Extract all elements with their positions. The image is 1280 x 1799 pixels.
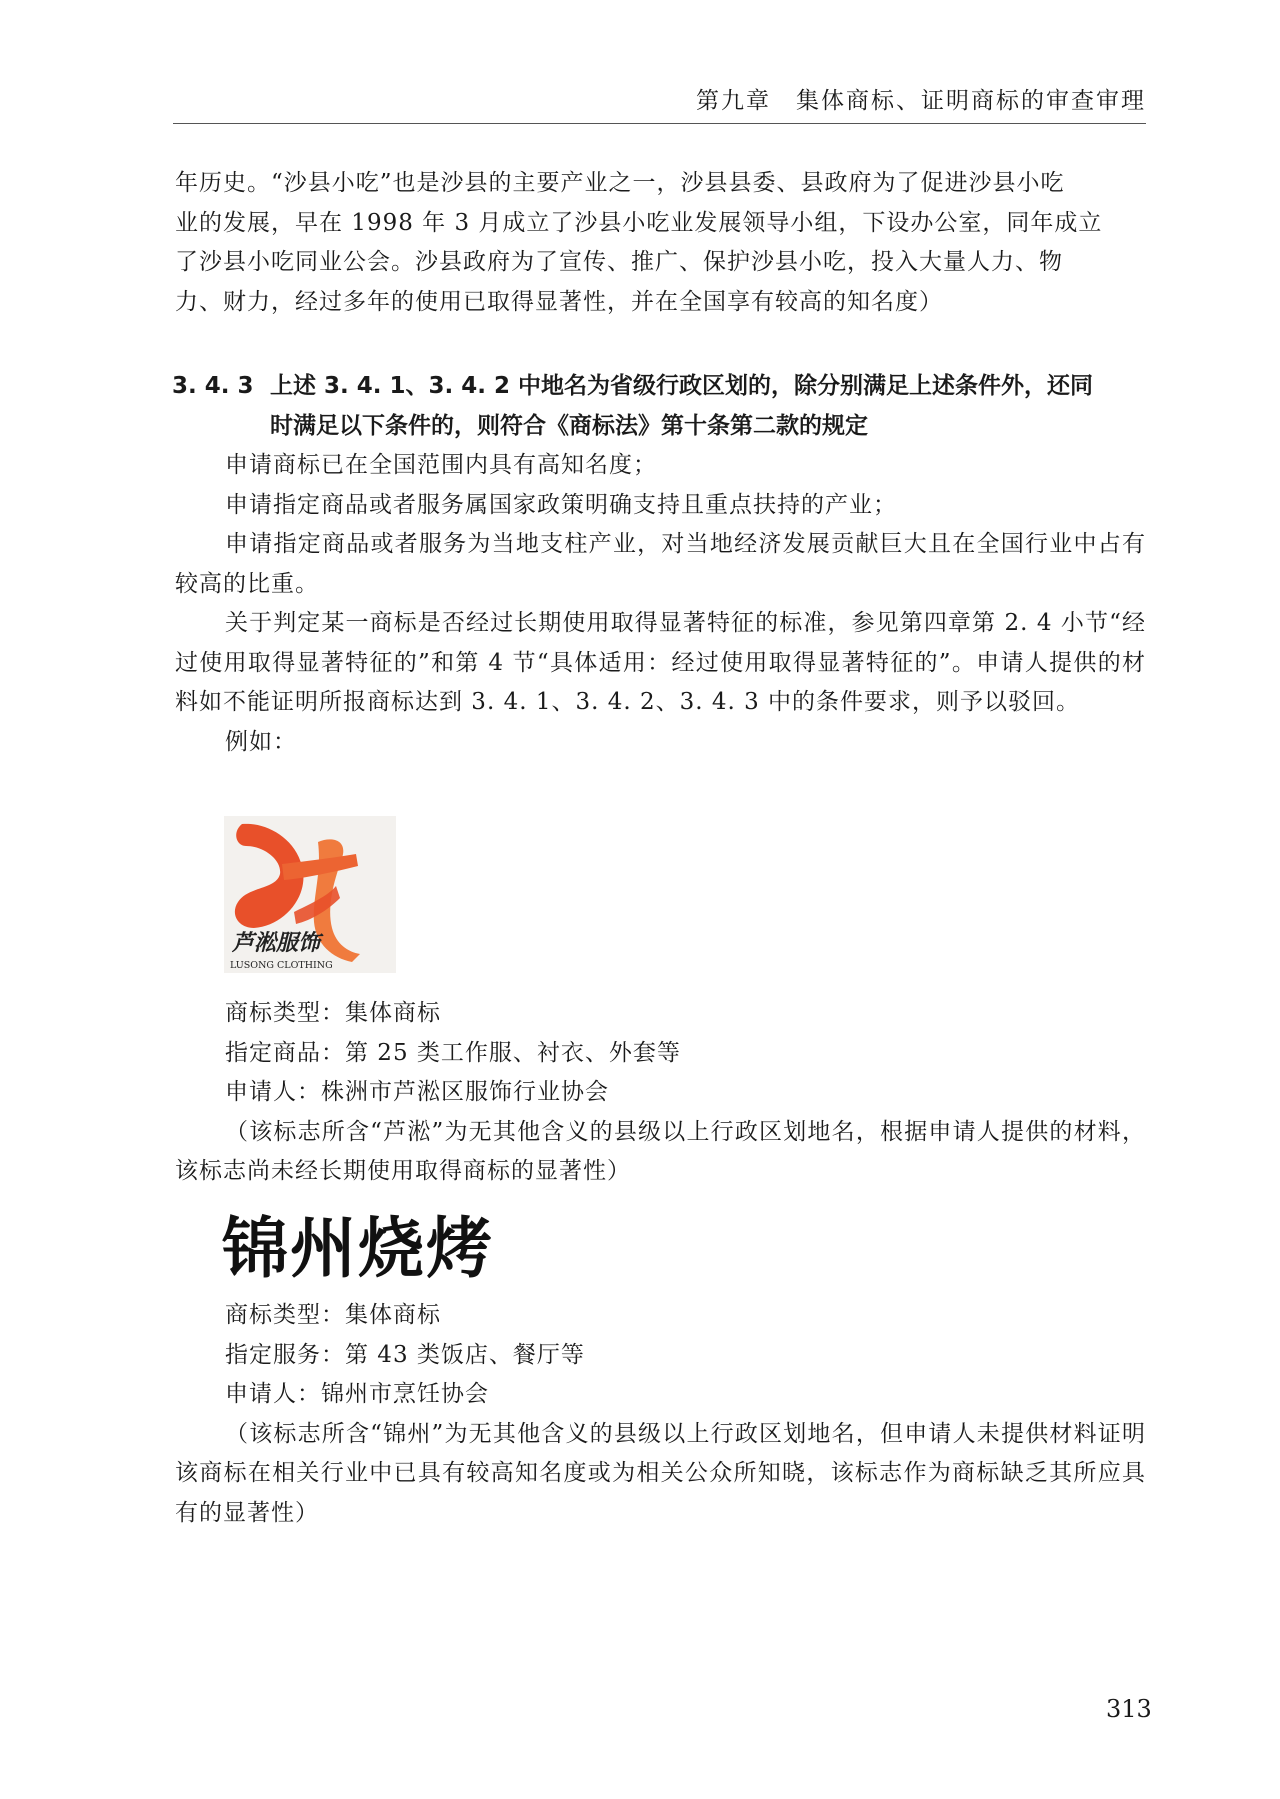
section-body xyxy=(175,446,1146,762)
running-header: 第九章 集体商标、证明商标的审查审理 xyxy=(173,82,1146,124)
page-number: 313 xyxy=(1106,1695,1152,1723)
intro-line: 了沙县小吃同业公会。沙县政府为了宣传、推广、保护沙县小吃，投入大量人力、物 xyxy=(175,249,1063,275)
designated-goods: 指定商品：第 25 类工作服、衬衣、外套等 xyxy=(225,1039,681,1066)
intro-line: 业的发展，早在 1998 年 3 月成立了沙县小吃业发展领导小组，下设办公室，同年成立 xyxy=(175,209,1103,236)
logo-caption: LUSONG CLOTHING xyxy=(230,960,333,971)
trademark-type: 商标类型：集体商标 xyxy=(225,1302,441,1328)
section-number: 3. 4. 3 xyxy=(172,373,254,399)
intro-line: 年历史。“沙县小吃”也是沙县的主要产业之一，沙县县委、县政府为了促进沙县小吃 xyxy=(175,170,1065,196)
applicant: 申请人：锦州市烹饪协会 xyxy=(225,1381,489,1407)
logo-script-text: 芦淞服饰 xyxy=(232,930,321,956)
condition-item: 申请指定商品或者服务属国家政策明确支持且重点扶持的产业； xyxy=(225,491,897,518)
designated-services: 指定服务：第 43 类饭店、餐厅等 xyxy=(225,1341,585,1368)
reference-paragraph: 关于判定某一商标是否经过长期使用取得显著特征的标准，参见第四章第 2. 4 小节“经过使用取得显著特征的”和第 4 节“具体适用：经过使用取得显著特征的”。申请人提供的材料如不能证明所报商标达到 3. 4. 1、3. 4. 2、3. 4. 3 中的条件要求，则予以驳回。 xyxy=(175,610,1146,715)
example-note: （该标志所含“芦淞”为无其他含义的县级以上行政区划地名，根据申请人提供的材料，该标志尚未经长期使用取得商标的显著性） xyxy=(175,1118,1146,1184)
section-title-line1: 上述 3. 4. 1、3. 4. 2 中地名为省级行政区划的，除分别满足上述条件外，还同 xyxy=(270,373,1094,399)
example-label: 例如： xyxy=(225,728,297,755)
trademark-type: 商标类型：集体商标 xyxy=(225,1000,441,1026)
intro-line: 力、财力，经过多年的使用已取得显著性，并在全国享有较高的知名度） xyxy=(175,288,943,315)
example-note: （该标志所含“锦州”为无其他含义的县级以上行政区划地名，但申请人未提供材料证明该商标在相关行业中已具有较高知名度或为相关公众所知晓，该标志作为商标缺乏其所应具有的显著性） xyxy=(175,1420,1146,1526)
lusong-logo-graphic xyxy=(224,816,396,973)
intro-paragraph xyxy=(175,164,1146,322)
lusong-trademark-logo xyxy=(224,816,396,973)
condition-item: 申请指定商品或者服务为当地支柱产业，对当地经济发展贡献巨大且在全国行业中占有较高的比重。 xyxy=(175,531,1146,597)
applicant: 申请人：株洲市芦淞区服饰行业协会 xyxy=(225,1079,609,1105)
example1-details xyxy=(175,994,1146,1192)
section-title-line2: 时满足以下条件的，则符合《商标法》第十条第二款的规定 xyxy=(270,412,868,439)
example2-details xyxy=(175,1296,1146,1533)
jinzhou-bbq-wordmark: 锦州烧烤 xyxy=(222,1210,494,1287)
section-heading xyxy=(172,367,1146,446)
condition-item: 申请商标已在全国范围内具有高知名度； xyxy=(225,452,657,478)
